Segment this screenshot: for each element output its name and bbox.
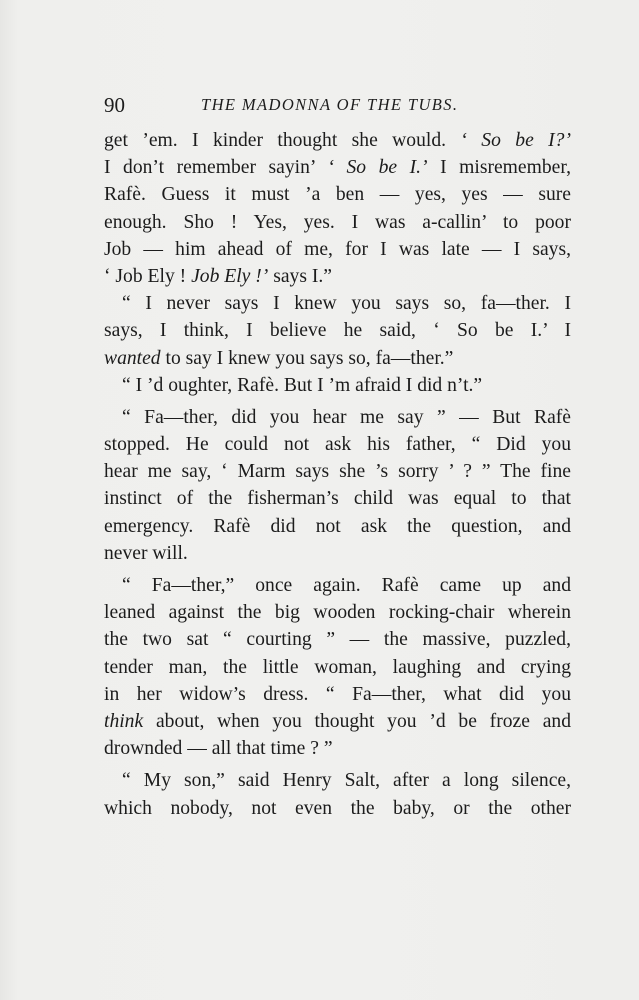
text-line xyxy=(104,735,571,762)
text-segment: the two sat “ courting ” — the massive, puzzled, xyxy=(104,629,571,651)
text-segment: think xyxy=(104,710,144,732)
text-segment: hear me say, ‘ Marm says she ’s sorry ’ ? ” The fine xyxy=(104,461,571,483)
text-line xyxy=(104,458,571,485)
body-text xyxy=(104,127,571,822)
text-line xyxy=(104,127,571,154)
text-segment: “ I ’d oughter, Rafè. But I ’m afraid I did n’t.” xyxy=(122,374,483,396)
text-line xyxy=(104,154,571,181)
text-line xyxy=(104,181,571,208)
text-segment: ‘ Job Ely ! xyxy=(104,265,192,287)
text-line xyxy=(104,317,571,344)
text-line xyxy=(104,404,571,431)
text-line xyxy=(104,681,571,708)
text-segment: I don’t remember sayin’ xyxy=(104,157,328,179)
text-line xyxy=(104,540,571,567)
text-line xyxy=(104,485,571,512)
text-segment: “ My son,” said Henry Salt, after a long silence, xyxy=(122,770,571,792)
text-segment: I misremember, xyxy=(427,157,571,179)
text-line xyxy=(104,209,571,236)
text-segment: drownded — all that time ? ” xyxy=(104,738,333,760)
text-segment: to say I knew you says so, fa—ther.” xyxy=(160,347,454,369)
text-segment: stopped. He could not ask his father, “ Did you xyxy=(104,434,571,456)
text-segment: tender man, the little woman, laughing and crying xyxy=(104,656,571,678)
text-line xyxy=(104,795,571,822)
text-line xyxy=(104,654,571,681)
text-line xyxy=(104,626,571,653)
text-line xyxy=(104,290,571,317)
text-line xyxy=(104,236,571,263)
text-segment: which nobody, not even the baby, or the other xyxy=(104,797,571,819)
text-line xyxy=(104,708,571,735)
text-segment: in her widow’s dress. “ Fa—ther, what did you xyxy=(104,683,571,705)
text-segment: “ I never says I knew you says so, fa—ther. I xyxy=(122,293,571,315)
text-segment: Rafè. Guess it must ’a ben — yes, yes — sure xyxy=(104,184,571,206)
text-segment: never will. xyxy=(104,542,188,564)
text-segment: says I.” xyxy=(268,265,332,287)
text-segment: “ Fa—ther,” once again. Rafè came up and xyxy=(122,575,571,596)
page-number: 90 xyxy=(104,93,125,117)
text-line xyxy=(104,345,571,372)
text-segment: enough. Sho ! Yes, yes. I was a-callin’ to poor xyxy=(104,211,571,233)
text-line xyxy=(104,431,571,458)
text-line xyxy=(104,513,571,540)
text-segment: Job — him ahead of me, for I was late — I says, xyxy=(104,238,571,260)
text-line xyxy=(104,767,571,794)
text-line xyxy=(104,263,571,290)
text-segment: ‘ So be I.’ xyxy=(327,157,428,179)
text-segment: says, I think, I believe he said, ‘ So be I.’ I xyxy=(104,320,571,342)
text-segment: get ’em. I kinder thought she would. xyxy=(104,130,461,151)
text-segment: Job Ely !’ xyxy=(191,265,269,287)
text-segment: instinct of the fisherman’s child was equal to that xyxy=(104,488,571,510)
text-segment: leaned against the big wooden rocking-chair wherein xyxy=(104,602,571,624)
running-title: THE MADONNA OF THE TUBS. xyxy=(201,95,459,114)
text-line xyxy=(104,572,571,599)
page-header xyxy=(104,92,574,118)
text-segment: ‘ So be I?’ xyxy=(460,130,571,151)
text-segment: wanted xyxy=(104,347,161,369)
text-line xyxy=(104,372,571,399)
text-line xyxy=(104,599,571,626)
text-segment: about, when you thought you ’d be froze and xyxy=(143,710,571,732)
text-segment: “ Fa—ther, did you hear me say ” — But Rafè xyxy=(122,406,571,428)
text-segment: emergency. Rafè did not ask the question, and xyxy=(104,515,571,537)
